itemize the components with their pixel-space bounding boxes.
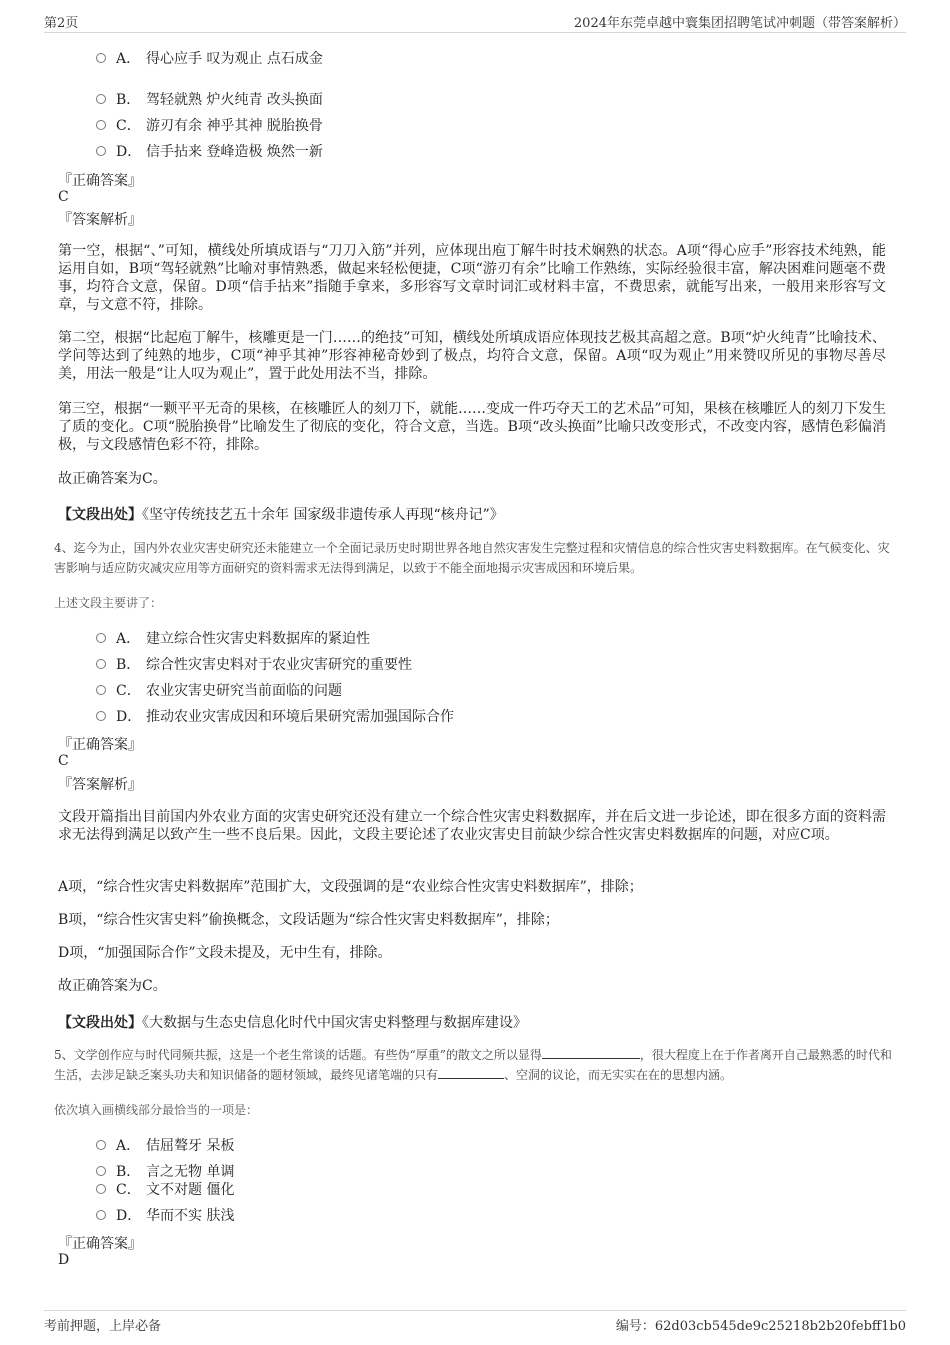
page-footer (44, 1310, 906, 1335)
q4-answer: C (58, 753, 69, 769)
radio-icon[interactable] (96, 685, 106, 695)
radio-icon[interactable] (96, 146, 106, 156)
q5-option-a[interactable]: A． 佶屈聱牙 呆板 (96, 1135, 234, 1155)
radio-icon[interactable] (96, 53, 106, 63)
q5-prompt: 依次填入画横线部分最恰当的一项是： (54, 1103, 259, 1117)
source-label: 【文段出处】 (58, 507, 142, 523)
source-text: 《大数据与生态史信息化时代中国灾害史料整理与数据库建设》 (142, 1015, 527, 1031)
q4-answer-label: 『正确答案』 (58, 737, 142, 753)
q4-option-b[interactable]: B． 综合性灾害史料对于农业灾害研究的重要性 (96, 654, 412, 674)
q4-analysis-option-a: A项，“综合性灾害史料数据库”范围扩大，文段强调的是“农业综合性灾害史料数据库”，排除； (58, 879, 643, 895)
document-title: 2024年东莞卓越中寰集团招聘笔试冲刺题（带答案解析） (573, 16, 906, 31)
q5-answer: D (58, 1252, 70, 1268)
q4-analysis-option-b: B项，“综合性灾害史料”偷换概念，文段话题为“综合性灾害史料数据库”，排除； (58, 912, 559, 928)
q3-analysis-paragraph-2: 第二空，根据“比起庖丁解牛，核雕更是一门……的绝技”可知，横线处所填成语应体现技艺极其高超之意。B项“炉火纯青”比喻技术、学问等达到了纯熟的地步，C项“神乎其神”形容神秘奇妙到了极点，均符合文意，保留。A项“叹为观止”用来赞叹所见的事物尽善尽美，用法一般是“让人叹为观止”，置于此处用法不当，排除。 (58, 330, 886, 382)
radio-icon[interactable] (96, 633, 106, 643)
q3-analysis-label: 『答案解析』 (58, 212, 142, 228)
q4-prompt: 上述文段主要讲了： (54, 596, 163, 610)
q3-answer: C (58, 189, 69, 205)
fill-blank-1 (542, 1045, 640, 1059)
q4-option-c[interactable]: C． 农业灾害史研究当前面临的问题 (96, 680, 342, 700)
radio-icon[interactable] (96, 94, 106, 104)
radio-icon[interactable] (96, 1184, 106, 1194)
radio-icon[interactable] (96, 659, 106, 669)
q4-source (58, 1012, 527, 1032)
document-id: 编号：62d03cb545de9c25218b2b20febff1b0 (615, 1319, 906, 1334)
q5-option-c[interactable]: C． 文不对题 僵化 (96, 1179, 234, 1199)
page-header (44, 12, 906, 33)
q4-conclusion: 故正确答案为C。 (58, 978, 167, 994)
radio-icon[interactable] (96, 1140, 106, 1150)
q4-stem: 4、迄今为止，国内外农业灾害史研究还未能建立一个全面记录历史时期世界各地自然灾害发生完整过程和灾情信息的综合性灾害史料数据库。在气候变化、灾害影响与适应防灾减灾应用等方面研究的资料需求无法得到满足，以致于不能全面地揭示灾害成因和环境后果。 (54, 541, 890, 575)
page-number: 第2页 (44, 16, 79, 31)
q5-answer-label: 『正确答案』 (58, 1236, 142, 1252)
fill-blank-2 (438, 1065, 504, 1079)
q3-analysis-paragraph-1: 第一空，根据“、”可知，横线处所填成语与“刀刀入筋”并列，应体现出庖丁解牛时技术娴熟的状态。A项“得心应手”形容技术纯熟，能运用自如，B项“驾轻就熟”比喻对事情熟悉，做起来轻松便捷，C项“游刃有余”比喻工作熟练，实际经验很丰富，解决困难问题毫不费事，均符合文意，保留。D项“信手拈来”指随手拿来，多形容写文章时词汇或材料丰富，不费思索，就能写出来，一般用来形容写文章，与文意不符，排除。 (58, 243, 886, 313)
q4-analysis-paragraph-1: 文段开篇指出目前国内外农业方面的灾害史研究还没有建立一个综合性灾害史料数据库，并在后文进一步论述，即在很多方面的资料需求无法得到满足以致产生一些不良后果。因此，文段主要论述了农业灾害史目前缺少综合性灾害史料数据库的问题，对应C项。 (58, 809, 886, 843)
q3-option-c[interactable]: C． 游刃有余 神乎其神 脱胎换骨 (96, 115, 323, 135)
q4-analysis-option-d: D项，“加强国际合作”文段未提及，无中生有，排除。 (58, 945, 392, 961)
radio-icon[interactable] (96, 711, 106, 721)
q4-analysis-label: 『答案解析』 (58, 777, 142, 793)
q3-source (58, 504, 504, 524)
q3-option-a[interactable]: A． 得心应手 叹为观止 点石成金 (96, 48, 323, 68)
footer-slogan: 考前押题，上岸必备 (44, 1319, 162, 1334)
radio-icon[interactable] (96, 1210, 106, 1220)
q5-stem: 5、文学创作应与时代同频共振，这是一个老生常谈的话题。有些伪“厚重”的散文之所以显得 ，很大程度上在于作者离开自己最熟悉的时代和生活，去涉足缺乏案头功夫和知识储备的题材领域，最终见诸笔端的只有 、空洞的议论，而无实实在在的思想内涵。 (54, 1045, 898, 1085)
q5-option-b[interactable]: B． 言之无物 单调 (96, 1161, 234, 1181)
q5-option-d[interactable]: D． 华而不实 肤浅 (96, 1205, 234, 1225)
q4-option-d[interactable]: D． 推动农业灾害成因和环境后果研究需加强国际合作 (96, 706, 454, 726)
radio-icon[interactable] (96, 120, 106, 130)
radio-icon[interactable] (96, 1166, 106, 1176)
source-text: 《坚守传统技艺五十余年 国家级非遗传承人再现“核舟记”》 (142, 507, 504, 523)
source-label: 【文段出处】 (58, 1015, 142, 1031)
q3-conclusion: 故正确答案为C。 (58, 471, 167, 487)
q3-analysis-paragraph-3: 第三空，根据“一颗平平无奇的果核，在核雕匠人的刻刀下，就能……变成一件巧夺天工的艺术品”可知，果核在核雕匠人的刻刀下发生了质的变化。C项“脱胎换骨”比喻发生了彻底的变化，符合文意，当选。B项“改头换面”比喻只改变形式，不改变内容，感情色彩偏消极，与文段感情色彩不符，排除。 (58, 401, 886, 453)
q3-answer-label: 『正确答案』 (58, 173, 142, 189)
q3-option-d[interactable]: D． 信手拈来 登峰造极 焕然一新 (96, 141, 323, 161)
q3-option-b[interactable]: B． 驾轻就熟 炉火纯青 改头换面 (96, 89, 323, 109)
q4-option-a[interactable]: A． 建立综合性灾害史料数据库的紧迫性 (96, 628, 370, 648)
